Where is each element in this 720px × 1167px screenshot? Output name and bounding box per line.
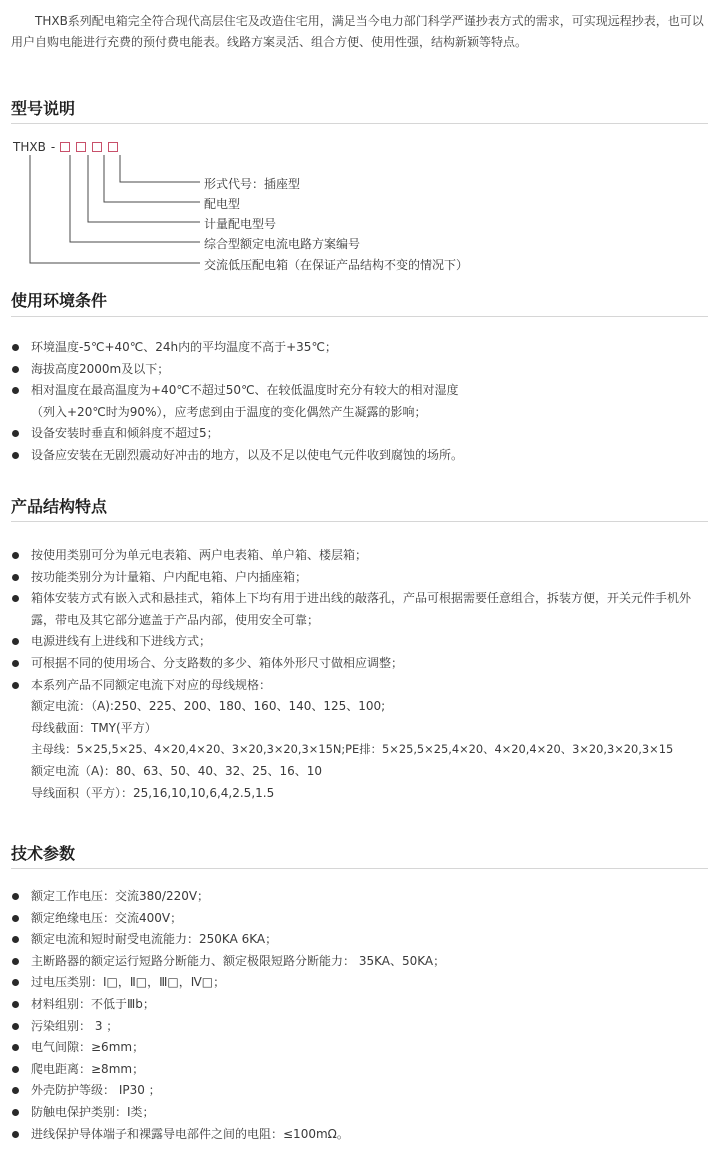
section-title-model: 型号说明 bbox=[11, 99, 76, 118]
leader-line-2 bbox=[104, 155, 200, 202]
bullet-icon bbox=[12, 893, 19, 900]
list-item-text: 电气间隙：≥6mm； bbox=[31, 1040, 145, 1055]
bullet-icon bbox=[12, 430, 19, 437]
spec-line bbox=[11, 696, 711, 718]
list-item bbox=[11, 1080, 711, 1102]
list-item bbox=[11, 1037, 711, 1059]
spec-line bbox=[11, 761, 711, 783]
model-desc-2: 配电型 bbox=[204, 197, 241, 211]
bullet-icon bbox=[12, 344, 19, 351]
section-divider-model bbox=[11, 123, 708, 124]
list-item bbox=[11, 445, 711, 467]
list-item bbox=[11, 886, 711, 908]
list-item-text: 额定绝缘电压：交流400V； bbox=[31, 910, 183, 925]
section-title-structure: 产品结构特点 bbox=[11, 497, 108, 516]
bullet-icon bbox=[12, 366, 19, 373]
bullet-icon bbox=[12, 638, 19, 645]
list-item bbox=[11, 1016, 711, 1038]
list-item bbox=[11, 908, 711, 930]
bullet-icon bbox=[12, 1087, 19, 1094]
bullet-icon bbox=[12, 936, 19, 943]
bullet-icon bbox=[12, 1023, 19, 1030]
spec-line-text: 导线面积（平方）：25,16,10,10,6,4,2.5,1.5 bbox=[31, 785, 275, 800]
section-title-tech: 技术参数 bbox=[11, 844, 76, 863]
section-divider-structure bbox=[11, 521, 708, 522]
list-item-continuation: （列入+20℃时为90%），应考虑到由于温度的变化偶然产生凝露的影响； bbox=[31, 404, 427, 419]
list-item bbox=[11, 653, 711, 675]
model-code-prefix: THXB bbox=[13, 140, 46, 154]
structure-list bbox=[11, 545, 711, 804]
spec-line-text: 额定电流：（A):250、225、200、180、160、140、125、100; bbox=[31, 699, 386, 714]
model-desc-5: 交流低压配电箱（在保证产品结构不变的情况下） bbox=[204, 258, 469, 272]
list-item-text: 海拔高度2000m及以下； bbox=[31, 361, 170, 376]
bullet-icon bbox=[12, 1109, 19, 1116]
bullet-icon bbox=[12, 452, 19, 459]
list-item-text: 电源进线有上进线和下进线方式； bbox=[31, 634, 212, 649]
section-divider-tech bbox=[11, 868, 708, 869]
list-item bbox=[11, 994, 711, 1016]
list-item-text: 额定工作电压：交流380/220V； bbox=[31, 889, 210, 903]
spec-line-text: 主母线：5×25,5×25、4×20,4×20、3×20,3×20,3×15N;PE排：5×25,5×25,4×20、4×20,4×20、3×20,3×20,3×15 bbox=[31, 742, 674, 757]
list-item-text: 环境温度-5℃+40℃、24h内的平均温度不高于+35℃； bbox=[31, 340, 337, 354]
list-item-text: 污染组别： 3 ； bbox=[31, 1018, 119, 1033]
leader-line-1 bbox=[120, 155, 200, 182]
list-item bbox=[11, 337, 711, 359]
bullet-icon bbox=[12, 1044, 19, 1051]
bullet-icon bbox=[12, 1066, 19, 1073]
section-title-environment: 使用环境条件 bbox=[11, 291, 108, 310]
bullet-icon bbox=[12, 595, 19, 602]
list-item bbox=[11, 972, 711, 994]
bullet-icon bbox=[12, 682, 19, 689]
list-item-continuation: 露，带电及其它部分遮盖于产品内部，使用安全可靠； bbox=[31, 612, 320, 627]
list-item-text: 爬电距离：≥8mm； bbox=[31, 1061, 145, 1076]
list-item-text: 外壳防护等级： IP30 ； bbox=[31, 1083, 161, 1098]
list-item-text: 设备应安装在无剧烈震动好冲击的地方，以及不足以使电气元件收到腐蚀的场所。 bbox=[31, 447, 464, 462]
list-item bbox=[11, 1059, 711, 1081]
spec-line bbox=[11, 718, 711, 740]
list-item bbox=[11, 675, 711, 697]
leader-line-4 bbox=[70, 155, 200, 242]
list-item bbox=[11, 359, 711, 381]
leader-line-5 bbox=[30, 155, 200, 263]
list-item-text: 本系列产品不同额定电流下对应的母线规格： bbox=[31, 677, 272, 692]
list-item bbox=[11, 951, 711, 973]
section-divider-environment bbox=[11, 316, 708, 317]
bullet-icon bbox=[12, 1131, 19, 1138]
spec-line-text: 额定电流（A)：80、63、50、40、32、25、16、10 bbox=[31, 763, 323, 778]
list-item bbox=[11, 545, 711, 567]
list-item-text: 按使用类别可分为单元电表箱、两户电表箱、单户箱、楼层箱； bbox=[31, 548, 368, 562]
bullet-icon bbox=[12, 660, 19, 667]
list-item-text: 防触电保护类别：Ⅰ类； bbox=[31, 1104, 155, 1119]
bullet-icon bbox=[12, 552, 19, 559]
bullet-icon bbox=[12, 1001, 19, 1008]
bullet-icon bbox=[12, 979, 19, 986]
list-item-text: 过电压类别：Ⅰ□，Ⅱ□，Ⅲ□，Ⅳ□； bbox=[31, 975, 226, 990]
list-item bbox=[11, 380, 711, 423]
list-item-text: 相对温度在最高温度为+40℃不超过50℃、在较低温度时充分有较大的相对湿度 bbox=[31, 383, 459, 398]
list-item bbox=[11, 588, 711, 631]
list-item-text: 额定电流和短时耐受电流能力：250KA 6KA； bbox=[31, 932, 278, 947]
model-leader-lines bbox=[30, 155, 200, 263]
list-item bbox=[11, 631, 711, 653]
bullet-icon bbox=[12, 915, 19, 922]
environment-list bbox=[11, 337, 711, 467]
model-code-dash: - bbox=[50, 140, 56, 154]
list-item-text: 进线保护导体端子和裸露导电部件之间的电阻：≤100mΩ。 bbox=[31, 1126, 349, 1141]
spec-line bbox=[11, 739, 711, 761]
list-item-text: 材料组别：不低于Ⅲb； bbox=[31, 996, 155, 1011]
list-item bbox=[11, 567, 711, 589]
list-item-text: 可根据不同的使用场合、分支路数的多少、箱体外形尺寸做相应调整； bbox=[31, 655, 404, 670]
list-item-text: 按功能类别分为计量箱、户内配电箱、户内插座箱； bbox=[31, 569, 308, 584]
list-item bbox=[11, 1124, 711, 1146]
bullet-icon bbox=[12, 958, 19, 965]
list-item-text: 箱体安装方式有嵌入式和悬挂式，箱体上下均有用于进出线的敲落孔，产品可根据需要任意组合，拆装方便，开关元件手机外 bbox=[31, 591, 692, 606]
list-item-text: 设备安装时垂直和倾斜度不超过5； bbox=[31, 426, 219, 441]
list-item bbox=[11, 423, 711, 445]
spec-line-text: 母线截面：TMY(平方） bbox=[31, 720, 157, 735]
bullet-icon bbox=[12, 387, 19, 394]
model-desc-3: 计量配电型号 bbox=[204, 217, 277, 231]
leader-line-3 bbox=[88, 155, 200, 222]
model-desc-4: 综合型额定电流电路方案编号 bbox=[204, 237, 361, 251]
list-item-text: 主断路器的额定运行短路分断能力、额定极限短路分断能力： 35KA、50KA； bbox=[31, 953, 446, 968]
list-item bbox=[11, 929, 711, 951]
bullet-icon bbox=[12, 574, 19, 581]
model-desc-1: 形式代号：插座型 bbox=[204, 177, 301, 191]
intro-paragraph: THXB系列配电箱完全符合现代高层住宅及改造住宅用，满足当今电力部门科学严谨抄表方式的需求，可实现远程抄表，也可以用户自购电能进行充费的预付费电能表。线路方案灵活、组合方便、使用性强，结构新颖等特点。 bbox=[11, 14, 704, 49]
spec-line bbox=[11, 783, 711, 805]
list-item bbox=[11, 1102, 711, 1124]
tech-list bbox=[11, 886, 711, 1145]
